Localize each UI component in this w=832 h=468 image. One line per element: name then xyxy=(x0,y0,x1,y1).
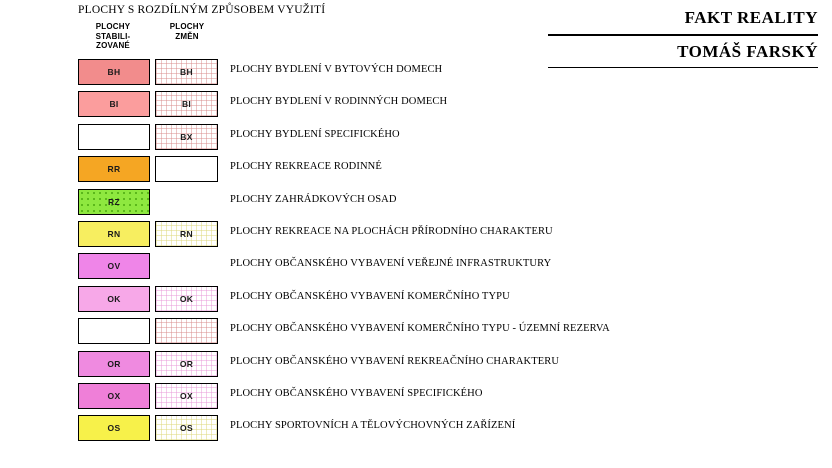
legend-row-label: PLOCHY OBČANSKÉHO VYBAVENÍ SPECIFICKÉHO xyxy=(230,387,483,399)
brand-block xyxy=(548,8,818,68)
brand-divider-bottom xyxy=(548,67,818,69)
brand-person-name: TOMÁŠ FARSKÝ xyxy=(677,41,818,61)
legend-row xyxy=(0,283,832,315)
column-header-changes: PLOCHY ZMĚN xyxy=(169,22,205,41)
legend-row-label: PLOCHY SPORTOVNÍCH A TĚLOVÝCHOVNÝCH ZAŘÍZENÍ xyxy=(230,420,516,432)
legend-row-label: PLOCHY BYDLENÍ SPECIFICKÉHO xyxy=(230,128,400,140)
swatch-stabilized: OV xyxy=(78,253,150,279)
swatch-stabilized: OR xyxy=(78,351,150,377)
legend-rows xyxy=(0,56,832,445)
legend-row-label: PLOCHY ZAHRÁDKOVÝCH OSAD xyxy=(230,193,397,205)
legend-row xyxy=(0,348,832,380)
legend-row xyxy=(0,88,832,120)
legend-row xyxy=(0,412,832,444)
swatch-changes: OS xyxy=(155,415,218,441)
swatch-stabilized xyxy=(78,124,150,150)
swatch-changes: OX xyxy=(155,383,218,409)
legend-row-label: PLOCHY BYDLENÍ V RODINNÝCH DOMECH xyxy=(230,96,448,108)
legend-row xyxy=(0,153,832,185)
legend-title: PLOCHY S ROZDÍLNÝM ZPŮSOBEM VYUŽITÍ xyxy=(78,4,326,16)
swatch-stabilized: OX xyxy=(78,383,150,409)
legend-row xyxy=(0,380,832,412)
legend-row-label: PLOCHY BYDLENÍ V BYTOVÝCH DOMECH xyxy=(230,64,443,75)
column-header-stabilized: PLOCHY STABILI- ZOVANÉ xyxy=(95,22,131,50)
swatch-stabilized: BI xyxy=(78,91,150,117)
swatch-stabilized: BH xyxy=(78,59,150,85)
swatch-changes: BH xyxy=(155,59,218,85)
legend-row xyxy=(0,121,832,153)
legend-row xyxy=(0,186,832,218)
legend-row-label: PLOCHY OBČANSKÉHO VYBAVENÍ REKREAČNÍHO CHARAKTERU xyxy=(230,355,560,367)
swatch-changes: OR xyxy=(155,351,218,377)
legend-row-label: PLOCHY OBČANSKÉHO VYBAVENÍ KOMERČNÍHO TYPU xyxy=(230,290,510,302)
swatch-changes: BX xyxy=(155,124,218,150)
swatch-changes xyxy=(155,156,218,182)
swatch-stabilized: OS xyxy=(78,415,150,441)
legend-row-label: PLOCHY REKREACE RODINNÉ xyxy=(230,161,382,173)
swatch-stabilized: OK xyxy=(78,286,150,312)
swatch-stabilized xyxy=(78,318,150,344)
swatch-changes: OK xyxy=(155,286,218,312)
brand-divider xyxy=(548,34,818,36)
swatch-changes: BI xyxy=(155,91,218,117)
swatch-stabilized: RN xyxy=(78,221,150,247)
legend-row-label: PLOCHY REKREACE NA PLOCHÁCH PŘÍRODNÍHO CHARAKTERU xyxy=(230,225,553,237)
brand-company-name: FAKT REALITY xyxy=(684,8,818,27)
legend-row xyxy=(0,250,832,282)
legend-row-label: PLOCHY OBČANSKÉHO VYBAVENÍ VEŘEJNÉ INFRASTRUKTURY xyxy=(230,258,552,270)
legend-row-label: PLOCHY OBČANSKÉHO VYBAVENÍ KOMERČNÍHO TYPU - ÚZEMNÍ REZERVA xyxy=(230,323,610,335)
swatch-changes: RN xyxy=(155,221,218,247)
legend-row xyxy=(0,218,832,250)
swatch-changes xyxy=(155,318,218,344)
legend-row xyxy=(0,315,832,347)
swatch-stabilized: RZ xyxy=(78,189,150,215)
swatch-stabilized: RR xyxy=(78,156,150,182)
